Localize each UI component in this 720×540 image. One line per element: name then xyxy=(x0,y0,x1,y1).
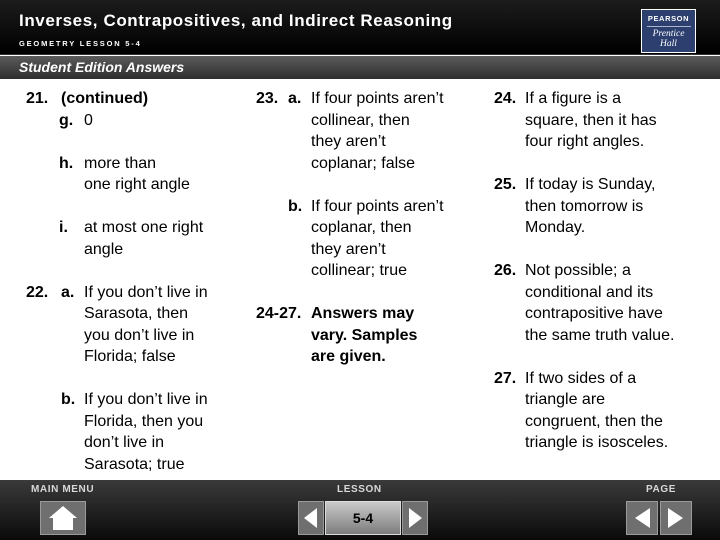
answer-number: 25. xyxy=(494,176,517,193)
answer-number: 24. xyxy=(494,90,517,107)
lesson-subtitle: GEOMETRY LESSON 5-4 xyxy=(19,39,142,48)
answer-line: collinear; true xyxy=(311,262,408,279)
answer-line: coplanar, then xyxy=(311,219,412,236)
answer-line: Sarasota; true xyxy=(84,455,185,473)
answers-column-2 xyxy=(256,88,486,368)
answer-line: Sarasota, then xyxy=(84,305,189,322)
answer-24-27-note xyxy=(256,303,486,368)
answer-line: angle xyxy=(84,240,124,258)
answer-line: contrapositive have xyxy=(525,305,663,322)
answer-line: you don’t live in xyxy=(84,326,195,344)
answer-line: Monday. xyxy=(525,219,586,236)
answer-line: then tomorrow is xyxy=(525,197,644,215)
answer-number: 24-27. xyxy=(256,305,302,322)
answer-line: they aren’t xyxy=(311,240,386,258)
logo-top-text: PEARSON xyxy=(647,14,690,23)
answer-21i xyxy=(26,217,246,260)
part-label: b. xyxy=(288,197,303,215)
triangle-right-icon xyxy=(403,502,427,534)
answer-25 xyxy=(494,174,720,239)
answer-line: triangle are xyxy=(525,391,606,408)
triangle-left-icon xyxy=(299,502,323,534)
answer-number: 27. xyxy=(494,369,517,387)
answer-text-block xyxy=(525,260,720,346)
triangle-right-icon xyxy=(661,502,691,534)
answer-line: If today is Sunday, xyxy=(525,176,656,193)
answer-number: 21. xyxy=(26,90,49,107)
answer-line: conditional and its xyxy=(525,283,654,301)
page-title: Inverses, Contrapositives, and Indirect Reasoning xyxy=(19,11,453,30)
answer-line: If a figure is a xyxy=(525,90,622,107)
answer-text-block xyxy=(84,217,246,260)
answer-21h xyxy=(26,153,246,196)
answer-line: don’t live in xyxy=(84,434,165,451)
part-label: a. xyxy=(288,90,302,107)
lesson-number-display: 5-4 xyxy=(325,501,401,535)
answer-text-block xyxy=(525,368,720,454)
header-bar xyxy=(0,0,720,55)
section-label: Student Edition Answers xyxy=(19,59,185,75)
answer-text-block xyxy=(311,88,486,174)
next-page-button[interactable] xyxy=(660,501,692,535)
page-label: PAGE xyxy=(646,484,676,495)
answer-number: 23. xyxy=(256,90,279,107)
part-label: h. xyxy=(59,154,74,172)
answer-line: four right angles. xyxy=(525,133,645,150)
answer-22b xyxy=(26,389,246,475)
answer-line: collinear, then xyxy=(311,111,410,129)
answer-text-block xyxy=(311,303,486,368)
answer-27 xyxy=(494,368,720,454)
answer-line: Not possible; a xyxy=(525,262,631,279)
answer-text-block xyxy=(525,88,720,153)
publisher-logo xyxy=(641,9,696,53)
answer-line: one right angle xyxy=(84,176,190,193)
answer-line: triangle is isosceles. xyxy=(525,434,669,451)
answer-line: If four points aren’t xyxy=(311,197,444,215)
answer-line: square, then it has xyxy=(525,111,657,129)
answer-line: vary. Samples xyxy=(311,326,418,344)
main-menu-label: MAIN MENU xyxy=(31,484,95,495)
part-label: i. xyxy=(59,219,68,236)
answer-23a xyxy=(256,88,486,174)
answer-line: the same truth value. xyxy=(525,326,675,344)
part-label: a. xyxy=(61,283,75,301)
answer-24 xyxy=(494,88,720,153)
answer-26 xyxy=(494,260,720,346)
answer-text: 0 xyxy=(84,111,93,129)
answer-line: coplanar; false xyxy=(311,154,416,172)
logo-bottom-text-1: Prentice xyxy=(652,29,685,39)
answer-line: If two sides of a xyxy=(525,369,637,387)
answers-column-3 xyxy=(494,88,720,454)
part-label: b. xyxy=(61,391,76,408)
previous-page-button[interactable] xyxy=(626,501,658,535)
answer-line: congruent, then the xyxy=(525,412,663,430)
part-label: g. xyxy=(59,111,74,129)
answer-line: more than xyxy=(84,154,157,172)
answer-text: (continued) xyxy=(61,90,149,107)
answer-line: at most one right xyxy=(84,219,204,236)
previous-lesson-button[interactable] xyxy=(298,501,324,535)
answer-21g xyxy=(26,110,246,132)
answer-22a xyxy=(26,282,246,368)
lesson-label: LESSON xyxy=(337,484,382,495)
answer-number: 22. xyxy=(26,283,49,301)
answer-line: If you don’t live in xyxy=(84,391,208,408)
answer-text-block xyxy=(84,389,246,475)
section-bar xyxy=(0,56,720,79)
next-lesson-button[interactable] xyxy=(402,501,428,535)
answer-line: If you don’t live in xyxy=(84,283,208,301)
answer-line: Florida, then you xyxy=(84,412,204,430)
main-menu-button[interactable] xyxy=(40,501,86,535)
logo-bottom-text-2: Hall xyxy=(660,39,677,49)
answer-line: Florida; false xyxy=(84,348,176,365)
answers-column-1 xyxy=(26,88,246,475)
answer-text-block xyxy=(84,282,246,368)
answer-line: Answers may xyxy=(311,305,415,322)
answer-text-block xyxy=(84,153,246,196)
answer-number: 26. xyxy=(494,262,517,279)
answer-line: If four points aren’t xyxy=(311,90,444,107)
triangle-left-icon xyxy=(627,502,657,534)
answer-21-heading xyxy=(26,88,246,110)
logo-divider xyxy=(647,26,691,27)
answer-23b xyxy=(256,196,486,282)
home-icon xyxy=(41,502,85,534)
answer-line: they aren’t xyxy=(311,133,386,150)
answer-text-block xyxy=(525,174,720,239)
answer-text-block xyxy=(311,196,486,282)
answer-line: are given. xyxy=(311,348,386,365)
